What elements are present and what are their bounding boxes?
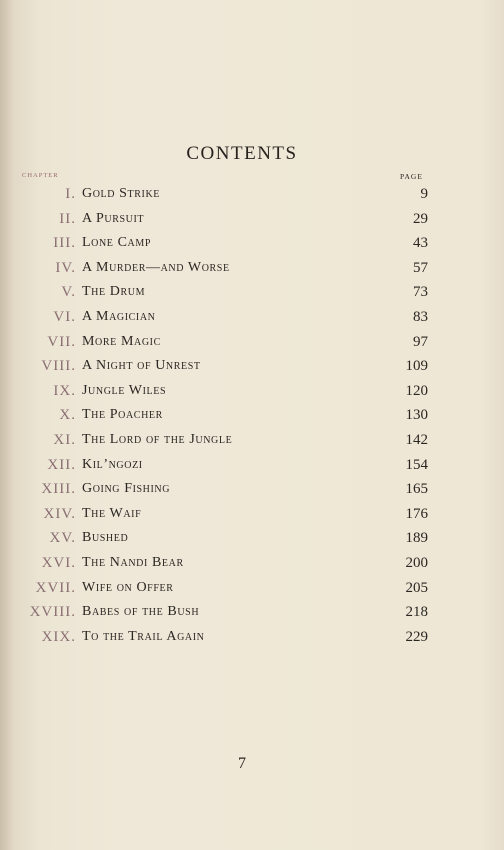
- chapter-number: XVII.: [35, 579, 76, 596]
- toc-entry: [0, 355, 504, 380]
- toc-entry: [0, 552, 504, 577]
- chapter-number: IV.: [55, 259, 76, 276]
- chapter-page: 43: [413, 235, 428, 252]
- chapter-page: 29: [413, 210, 428, 227]
- toc-entry: [0, 281, 504, 306]
- chapter-page: 200: [405, 554, 428, 571]
- chapter-number: III.: [53, 235, 76, 252]
- chapter-page: 189: [405, 530, 428, 547]
- chapter-number: XVI.: [41, 554, 76, 571]
- chapter-title: Bushed: [82, 530, 129, 546]
- chapter-title: A Pursuit: [82, 210, 145, 226]
- chapter-number: XIV.: [43, 505, 76, 522]
- chapter-title: Babes of the Bush: [82, 604, 200, 620]
- chapter-page: 120: [405, 382, 428, 399]
- chapter-page: 73: [413, 284, 428, 301]
- chapter-number: VII.: [47, 333, 76, 350]
- toc-entry: [0, 331, 504, 356]
- toc-entry: [0, 232, 504, 257]
- chapter-page: 142: [405, 431, 428, 448]
- chapter-title: The Nandi Bear: [82, 554, 184, 570]
- chapter-title: Kil’ngozi: [82, 456, 143, 472]
- chapter-number: XI.: [53, 431, 76, 448]
- toc-entry: [0, 429, 504, 454]
- chapter-title: The Drum: [82, 284, 146, 300]
- chapter-page: 229: [405, 628, 428, 645]
- toc-entry: [0, 306, 504, 331]
- toc-entry: [0, 478, 504, 503]
- chapter-number: V.: [61, 284, 76, 301]
- chapter-title: The Waif: [82, 505, 142, 521]
- chapter-title: Going Fishing: [82, 481, 171, 497]
- toc-entry: [0, 257, 504, 282]
- chapter-number: VI.: [53, 308, 76, 325]
- chapter-title: A Magician: [82, 308, 156, 324]
- chapter-number: XVIII.: [29, 604, 76, 621]
- chapter-title: More Magic: [82, 333, 161, 349]
- chapter-title: The Poacher: [82, 407, 163, 423]
- chapter-title: Lone Camp: [82, 235, 152, 251]
- chapter-title: Wife on Offer: [82, 579, 174, 595]
- chapter-number: XV.: [49, 530, 76, 547]
- chapter-page: 154: [405, 456, 428, 473]
- toc-entry: [0, 503, 504, 528]
- chapter-page: 9: [420, 186, 428, 202]
- chapter-number: X.: [59, 407, 76, 424]
- toc-entry: [0, 208, 504, 233]
- chapter-number: XIX.: [41, 628, 76, 645]
- chapter-title: A Night of Unrest: [82, 358, 201, 374]
- chapter-number: II.: [59, 210, 76, 227]
- chapter-number: XII.: [47, 456, 76, 473]
- chapter-title: To the Trail Again: [82, 628, 205, 644]
- chapter-page: 165: [405, 481, 428, 498]
- page-number: 7: [238, 755, 246, 772]
- chapter-number: XIII.: [41, 481, 76, 498]
- toc-entry: [0, 626, 504, 651]
- chapter-title: Gold Strike: [82, 186, 160, 201]
- page-title: CONTENTS: [186, 143, 298, 164]
- chapter-page: 218: [405, 604, 428, 621]
- chapter-number: I.: [65, 186, 76, 202]
- chapter-page: 176: [405, 505, 428, 522]
- chapter-page: 109: [405, 358, 428, 375]
- chapter-number: IX.: [53, 382, 76, 399]
- chapter-page: 97: [413, 333, 428, 350]
- chapter-title: Jungle Wiles: [82, 382, 167, 398]
- page-column-header: PAGE: [400, 172, 423, 181]
- toc-entry: [0, 454, 504, 479]
- toc-entry: [0, 601, 504, 626]
- toc-entry: [0, 577, 504, 602]
- chapter-number: VIII.: [41, 358, 76, 375]
- toc-entry: [0, 404, 504, 429]
- table-of-contents: [0, 183, 504, 650]
- chapter-title: A Murder—and Worse: [82, 259, 230, 275]
- toc-entry: [0, 380, 504, 405]
- chapter-page: 83: [413, 308, 428, 325]
- chapter-title: The Lord of the Jungle: [82, 431, 233, 447]
- toc-entry: [0, 527, 504, 552]
- chapter-column-header: CHAPTER: [22, 172, 59, 179]
- toc-entry: [0, 183, 504, 208]
- chapter-page: 57: [413, 259, 428, 276]
- chapter-page: 205: [405, 579, 428, 596]
- chapter-page: 130: [405, 407, 428, 424]
